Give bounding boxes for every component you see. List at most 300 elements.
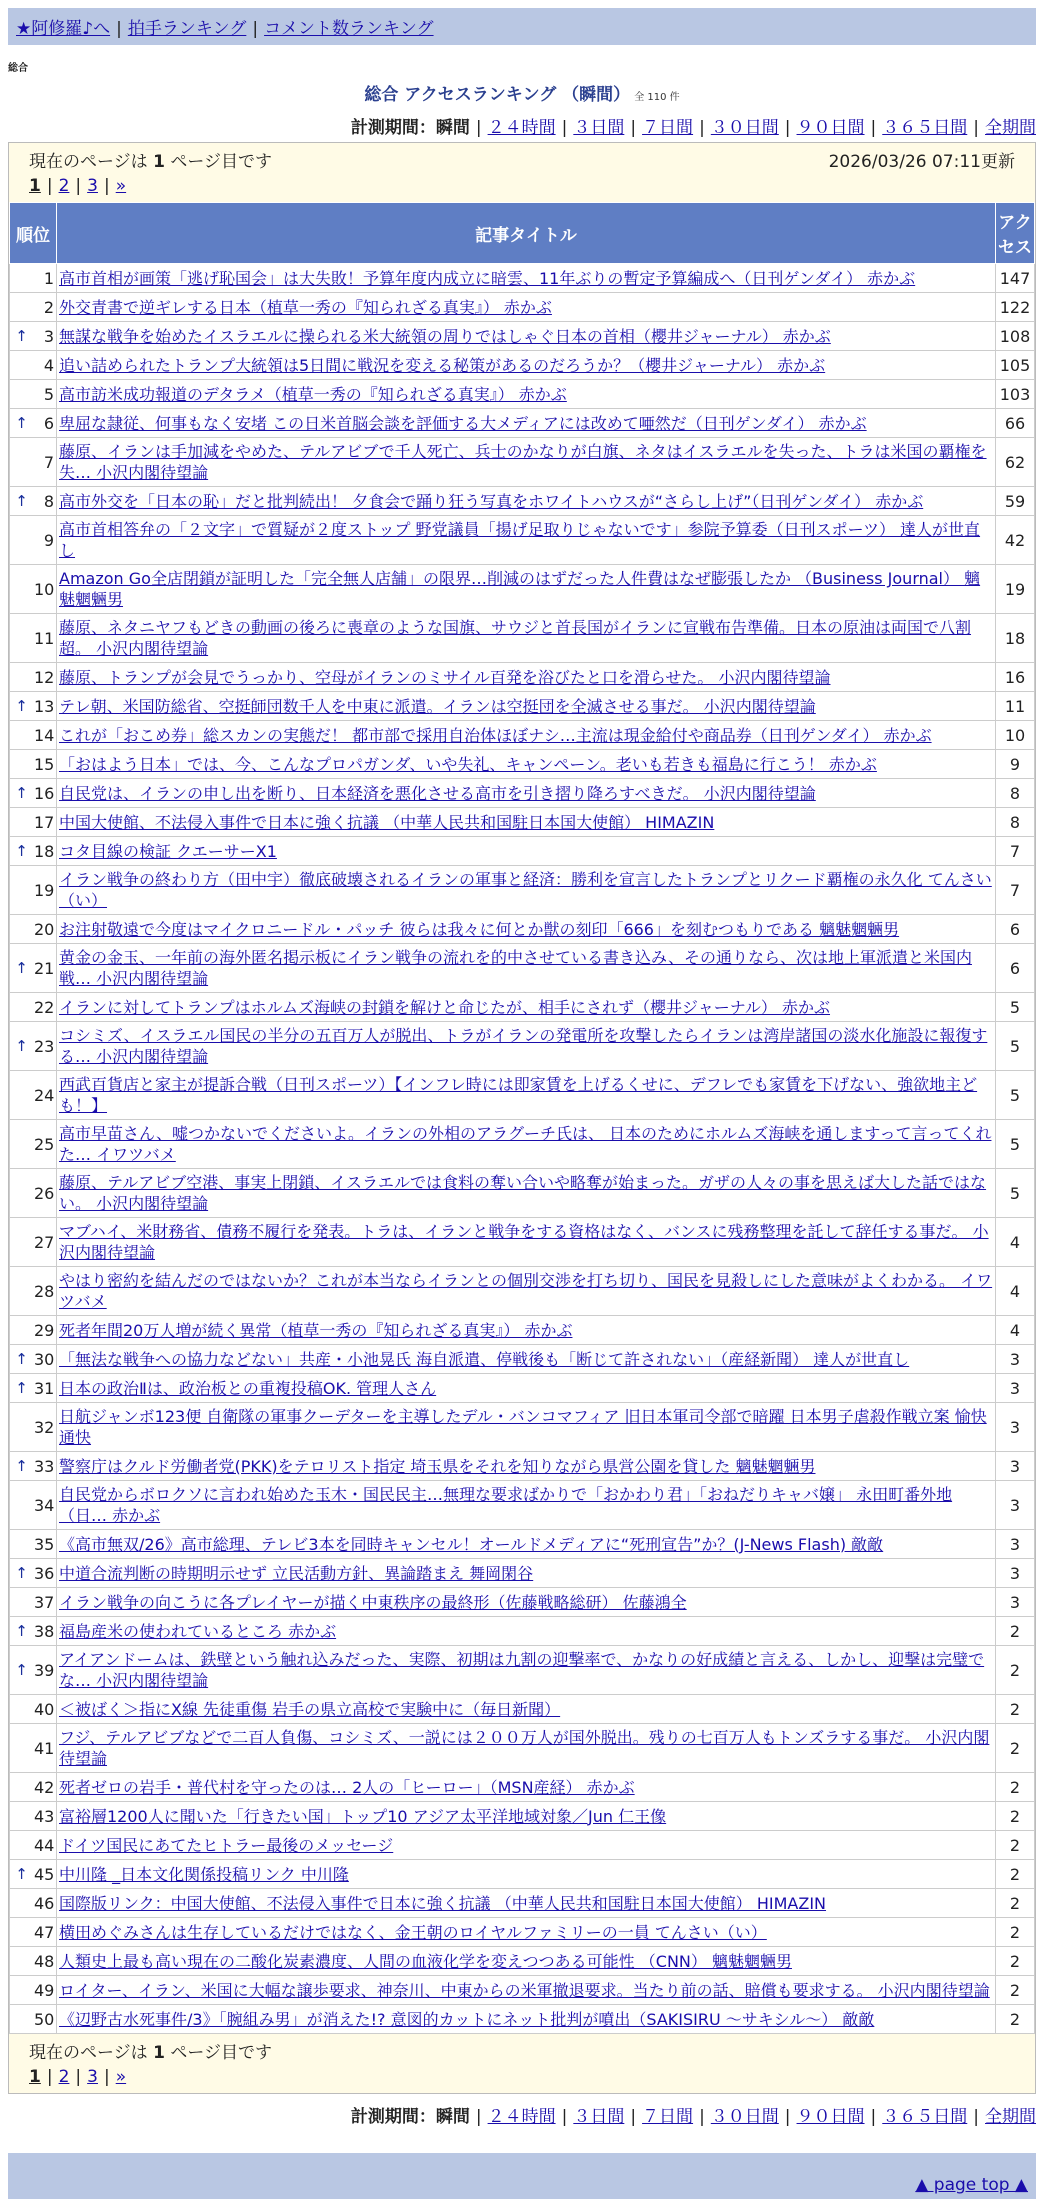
title-cell <box>57 1267 996 1316</box>
rank-up-arrow-icon: ↑ <box>10 1860 34 1889</box>
pager-next-button[interactable]: » <box>115 176 127 196</box>
title-cell <box>57 1316 996 1345</box>
table-row <box>10 1588 1035 1617</box>
current-page-text: 現在のページは 1 ページ目です <box>29 152 272 172</box>
rank-up-arrow-icon: ↑ <box>10 322 34 351</box>
rank-number: 11 <box>33 614 57 663</box>
period-separator: | <box>699 118 705 138</box>
page-title <box>0 80 1044 105</box>
period-separator: | <box>973 2107 979 2127</box>
table-row <box>10 692 1035 721</box>
rank-number: 6 <box>33 409 57 438</box>
title-cell <box>57 866 996 915</box>
period-separator: | <box>630 118 637 138</box>
table-row <box>10 866 1035 915</box>
rank-number: 14 <box>33 721 57 750</box>
rank-mark-cell <box>10 750 34 779</box>
rank-number: 28 <box>33 1267 57 1316</box>
table-row <box>10 1976 1035 2005</box>
article-link[interactable]: マブハイ、米財務省、債務不履行を発表。トラは、イランと戦争をする資格はなく、バンスに残務整理を託して辞任する事だ。 小沢内閣待望論 <box>59 1222 989 1262</box>
applause-ranking-link[interactable]: 拍手ランキング <box>127 19 247 39</box>
access-count: 7 <box>996 837 1035 866</box>
access-count: 8 <box>996 808 1035 837</box>
period-link-3[interactable]: ３０日間 <box>710 2107 779 2127</box>
rank-mark-cell <box>10 1316 34 1345</box>
rank-mark-cell <box>10 1588 34 1617</box>
rank-mark-cell <box>10 721 34 750</box>
period-link-5[interactable]: ３６５日間 <box>882 118 968 138</box>
access-header: アクセス <box>996 203 1035 264</box>
table-row <box>10 351 1035 380</box>
rank-up-arrow-icon: ↑ <box>10 487 34 516</box>
rank-number: 26 <box>33 1169 57 1218</box>
period-link-6[interactable]: 全期間 <box>985 2107 1036 2127</box>
rank-up-arrow-icon: ↑ <box>10 837 34 866</box>
access-count: 2 <box>996 1976 1035 2005</box>
table-row <box>10 322 1035 351</box>
access-count: 18 <box>996 614 1035 663</box>
period-link-4[interactable]: ９０日間 <box>796 118 865 138</box>
comment-ranking-link[interactable]: コメント数ランキング <box>264 19 434 39</box>
table-row <box>10 1530 1035 1559</box>
access-count: 3 <box>996 1374 1035 1403</box>
article-link[interactable]: 死者年間20万人増が続く異常（植草一秀の『知られざる真実』） 赤かぶ <box>59 1320 573 1340</box>
rank-number: 18 <box>33 837 57 866</box>
updated-timestamp: 2026/03/26 07:11更新 <box>828 152 1015 172</box>
pager-page-2[interactable]: 2 <box>58 176 70 196</box>
article-link[interactable]: 高市外交を「日本の恥」だと批判続出！ 夕食会で踊り狂う写真をホワイトハウスが“さらし上げ”（日刊ゲンダイ） 赤かぶ <box>59 491 924 511</box>
access-count: 6 <box>996 915 1035 944</box>
article-link[interactable]: 「おはよう日本」では、今、こんなプロパガンダ、いや失礼、キャンペーン。老いも若きも福島に行こう！ 赤かぶ <box>59 754 877 774</box>
rank-mark-cell <box>10 1218 34 1267</box>
article-link[interactable]: 自民党からボロクソに言われ始めた玉木・国民民主…無理な要求ばかりで「おかわり君」「おねだりキャバ嬢」 永田町番外地（日… 赤かぶ <box>59 1485 953 1525</box>
period-selector-top <box>8 113 1036 138</box>
table-row <box>10 1374 1035 1403</box>
access-count: 103 <box>996 380 1035 409</box>
rank-mark-cell <box>10 1976 34 2005</box>
rank-number: 34 <box>33 1481 57 1530</box>
access-count: 2 <box>996 1860 1035 1889</box>
pager-separator: | <box>103 2067 110 2087</box>
period-separator: | <box>973 118 979 138</box>
rank-number: 17 <box>33 808 57 837</box>
title-cell <box>57 1947 996 1976</box>
table-row <box>10 1724 1035 1773</box>
rank-number: 35 <box>33 1530 57 1559</box>
rank-mark-cell <box>10 1267 34 1316</box>
title-cell <box>57 1452 996 1481</box>
title-cell <box>57 322 996 351</box>
rank-number: 1 <box>33 264 57 293</box>
title-cell <box>57 1724 996 1773</box>
access-count: 122 <box>996 293 1035 322</box>
rank-mark-cell <box>10 293 34 322</box>
rank-mark-cell <box>10 1831 34 1860</box>
table-row <box>10 1481 1035 1530</box>
article-link[interactable]: 富裕層1200人に聞いた「行きたい国」トップ10 アジア太平洋地域対象／Jun 仁王像 <box>59 1806 667 1826</box>
access-count: 3 <box>996 1481 1035 1530</box>
article-link[interactable]: 藤原、イランは手加減をやめた、テルアビブで千人死亡、兵士のかなりが白旗、ネタはイスラエルを失った、トラは米国の覇権を失… 小沢内閣待望論 <box>59 442 987 482</box>
rank-number: 2 <box>33 293 57 322</box>
rank-mark-cell <box>10 1724 34 1773</box>
article-link[interactable]: 高市首相が画策「逃げ恥国会」は大失敗！予算年度内成立に暗雲、11年ぶりの暫定予算編成へ（日刊ゲンダイ） 赤かぶ <box>59 268 916 288</box>
period-separator: | <box>784 2107 791 2127</box>
article-link[interactable]: 自民党は、イランの申し出を断り、日本経済を悪化させる高市を引き摺り降ろすべきだ。 小沢内閣待望論 <box>59 783 816 803</box>
rank-header: 順位 <box>10 203 57 264</box>
access-count: 147 <box>996 264 1035 293</box>
pager-next-button[interactable]: » <box>115 2067 127 2087</box>
table-row <box>10 1617 1035 1646</box>
title-cell <box>57 837 996 866</box>
rank-number: 38 <box>33 1617 57 1646</box>
rank-mark-cell <box>10 1169 34 1218</box>
title-cell <box>57 663 996 692</box>
title-cell <box>57 808 996 837</box>
rank-up-arrow-icon: ↑ <box>10 1022 34 1071</box>
rank-number: 29 <box>33 1316 57 1345</box>
rank-number: 36 <box>33 1559 57 1588</box>
pager-separator: | <box>75 2067 82 2087</box>
rank-mark-cell <box>10 1889 34 1918</box>
access-count: 7 <box>996 866 1035 915</box>
title-cell <box>57 409 996 438</box>
title-cell <box>57 1071 996 1120</box>
article-link[interactable]: やはり密約を結んだのではないか？これが本当ならイランとの個別交渉を打ち切り、国民を見殺しにした意味がよくわかる。 イワツバメ <box>59 1271 993 1311</box>
access-count: 2 <box>996 1918 1035 1947</box>
access-count: 2 <box>996 1947 1035 1976</box>
period-separator: | <box>784 118 791 138</box>
rank-mark-cell <box>10 2005 34 2034</box>
title-cell <box>57 614 996 663</box>
title-cell <box>57 1976 996 2005</box>
article-link[interactable]: 追い詰められたトランプ大統領は5日間に戦況を変える秘策があるのだろうか？（櫻井ジャーナル） 赤かぶ <box>59 355 826 375</box>
article-link[interactable]: ＜被ばく＞指にX線 先徒重傷 岩手の県立高校で実験中に（毎日新聞） <box>59 1699 561 1719</box>
table-row <box>10 1169 1035 1218</box>
rank-number: 23 <box>33 1022 57 1071</box>
pager-page-3[interactable]: 3 <box>87 176 98 196</box>
article-link[interactable]: ドイツ国民にあてたヒトラー最後のメッセージ <box>59 1835 394 1855</box>
rank-number: 39 <box>33 1646 57 1695</box>
rank-mark-cell <box>10 1947 34 1976</box>
article-link[interactable]: イランに対してトランプはホルムズ海峡の封鎖を解けと命じたが、相手にされず（櫻井ジャーナル） 赤かぶ <box>59 997 831 1017</box>
rank-number: 10 <box>33 565 57 614</box>
rank-mark-cell <box>10 614 34 663</box>
title-cell <box>57 1617 996 1646</box>
rank-mark-cell <box>10 1918 34 1947</box>
title-cell <box>57 1169 996 1218</box>
rank-mark-cell <box>10 351 34 380</box>
article-link[interactable]: 外交青書で逆ギレする日本（植草一秀の『知られざる真実』） 赤かぶ <box>59 297 552 317</box>
table-row <box>10 1831 1035 1860</box>
table-row <box>10 944 1035 993</box>
table-row <box>10 614 1035 663</box>
title-cell <box>57 1345 996 1374</box>
rank-mark-cell <box>10 1071 34 1120</box>
access-count: 2 <box>996 1724 1035 1773</box>
table-row <box>10 1218 1035 1267</box>
table-row <box>10 293 1035 322</box>
rank-number: 30 <box>33 1345 57 1374</box>
table-row <box>10 565 1035 614</box>
table-row <box>10 409 1035 438</box>
table-row <box>10 663 1035 692</box>
rank-up-arrow-icon: ↑ <box>10 1452 34 1481</box>
article-link[interactable]: テレ朝、米国防総省、空挺師団数千人を中東に派遣。イランは空挺団を全滅させる事だ。 小沢内閣待望論 <box>59 696 816 716</box>
access-count: 3 <box>996 1345 1035 1374</box>
title-header: 記事タイトル <box>57 203 996 264</box>
period-link-1[interactable]: ３日間 <box>573 118 625 138</box>
rank-number: 27 <box>33 1218 57 1267</box>
pager-separator: | <box>75 176 82 196</box>
access-count: 105 <box>996 351 1035 380</box>
article-link[interactable]: 高市首相答弁の「２文字」で質疑が２度ストップ 野党議員「揚げ足取りじゃないです」参院予算委（日刊スポーツ） 達人が世直し <box>59 520 981 560</box>
period-link-6[interactable]: 全期間 <box>985 118 1036 138</box>
title-cell <box>57 915 996 944</box>
title-cell <box>57 721 996 750</box>
rank-number: 45 <box>33 1860 57 1889</box>
rank-number: 3 <box>33 322 57 351</box>
rank-number: 43 <box>33 1802 57 1831</box>
title-cell <box>57 1481 996 1530</box>
pager-separator: | <box>103 176 110 196</box>
article-link[interactable]: 中道合流判断の時期明示せず 立民活動方針、異論踏まえ 舞岡閑谷 <box>59 1563 534 1583</box>
pager-page-3[interactable]: 3 <box>87 2067 98 2087</box>
nav-separator: | <box>252 19 259 39</box>
page-info-top <box>9 143 1035 174</box>
period-separator: | <box>475 118 482 138</box>
rank-number: 46 <box>33 1889 57 1918</box>
article-link[interactable]: アイアンドームは、鉄壁という触れ込みだった、実際、初期は九割の迎撃率で、かなりの好成績と言える、しかし、迎撃は完璧でな… 小沢内閣待望論 <box>59 1650 985 1690</box>
table-row <box>10 1947 1035 1976</box>
rank-up-arrow-icon: ↑ <box>10 1646 34 1695</box>
article-link[interactable]: 日本の政治Ⅱは、政治板との重複投稿OK. 管理人さん <box>59 1378 437 1398</box>
table-row <box>10 1860 1035 1889</box>
table-row <box>10 1345 1035 1374</box>
access-count: 5 <box>996 1169 1035 1218</box>
article-link[interactable]: 死者ゼロの岩手・普代村を守ったのは… 2人の「ヒーロー」（MSN産経） 赤かぶ <box>59 1777 635 1797</box>
rank-number: 13 <box>33 692 57 721</box>
period-link-0[interactable]: ２４時間 <box>487 2107 556 2127</box>
rank-mark-cell <box>10 380 34 409</box>
rank-number: 25 <box>33 1120 57 1169</box>
title-cell <box>57 1802 996 1831</box>
access-count: 8 <box>996 779 1035 808</box>
period-current: 瞬間 <box>435 118 470 138</box>
rank-number: 20 <box>33 915 57 944</box>
access-count: 42 <box>996 516 1035 565</box>
rank-number: 19 <box>33 866 57 915</box>
article-link[interactable]: コシミズ、イスラエル国民の半分の五百万人が脱出、トラがイランの発電所を攻撃したらイランは湾岸諸国の淡水化施設に報復する… 小沢内閣待望論 <box>59 1026 988 1066</box>
table-row <box>10 1452 1035 1481</box>
title-cell <box>57 1646 996 1695</box>
period-separator: | <box>870 118 877 138</box>
table-row <box>10 1889 1035 1918</box>
access-count: 16 <box>996 663 1035 692</box>
table-row <box>10 837 1035 866</box>
table-row <box>10 808 1035 837</box>
pager-current-page: 1 <box>29 176 41 196</box>
title-cell <box>57 1120 996 1169</box>
page-top-link[interactable]: ▲ page top ▲ <box>915 2175 1028 2195</box>
table-row <box>10 264 1035 293</box>
article-link[interactable]: イラン戦争の終わり方（田中宇）徹底破壊されるイランの軍事と経済：勝利を宣言したトランプとリクード覇権の永久化 てんさい（い） <box>59 870 992 910</box>
access-count: 3 <box>996 1403 1035 1452</box>
article-link[interactable]: 《高市無双/26》高市総理、テレビ3本を同時キャンセル！オールドメディアに“死刑宣告”か？(J-News Flash) 敵敵 <box>59 1534 884 1554</box>
article-link[interactable]: 日航ジャンボ123便 自衛隊の軍事クーデターを主導したデル・バンコマフィア 旧日本軍司令部で暗躍 日本男子虐殺作戦立案 愉快通快 <box>59 1407 987 1447</box>
rank-mark-cell <box>10 1530 34 1559</box>
table-row <box>10 1802 1035 1831</box>
access-count: 5 <box>996 993 1035 1022</box>
rank-number: 40 <box>33 1695 57 1724</box>
rank-mark-cell <box>10 264 34 293</box>
rank-number: 44 <box>33 1831 57 1860</box>
period-separator: | <box>870 2107 877 2127</box>
period-link-2[interactable]: ７日間 <box>642 2107 694 2127</box>
title-cell <box>57 1530 996 1559</box>
title-cell <box>57 1918 996 1947</box>
access-count: 66 <box>996 409 1035 438</box>
period-label: 計測期間： <box>350 2107 436 2127</box>
nav-separator: | <box>116 19 122 39</box>
article-link[interactable]: 「無法な戦争への協力などない」共産・小池晃氏 海自派遣、停戦後も「断じて許されない」（産経新聞） 達人が世直し <box>59 1349 910 1369</box>
rank-mark-cell <box>10 1403 34 1452</box>
article-link[interactable]: 中国大使館、不法侵入事件で日本に強く抗議 （中華人民共和国駐日本国大使館） HIMAZIN <box>59 812 715 832</box>
title-cell <box>57 944 996 993</box>
period-link-1[interactable]: ３日間 <box>573 2107 625 2127</box>
article-link[interactable]: 《辺野古水死事件/3》「腕組み男」が消えた!? 意図的カットにネット批判が噴出（SAKISIRU 〜サキシル〜） 敵敵 <box>59 2009 875 2029</box>
table-row <box>10 721 1035 750</box>
period-link-2[interactable]: ７日間 <box>642 118 694 138</box>
access-count: 59 <box>996 487 1035 516</box>
pager-current-page: 1 <box>29 2067 41 2087</box>
article-link[interactable]: 高市早苗さん、嘘つかないでくださいよ。イランの外相のアラグーチ氏は、 日本のためにホルムズ海峡を通しますって言ってくれた… イワツバメ <box>59 1124 992 1164</box>
period-link-5[interactable]: ３６５日間 <box>882 2107 968 2127</box>
article-link[interactable]: フジ、テルアビブなどで二百人負傷、コシミズ、一説には２００万人が国外脱出。残りの七百万人もトンズラする事だ。 小沢内閣待望論 <box>59 1728 990 1768</box>
table-row <box>10 750 1035 779</box>
top-nav <box>8 8 1036 45</box>
rank-mark-cell <box>10 1481 34 1530</box>
current-page-text: 現在のページは 1 ページ目です <box>29 2043 272 2063</box>
period-separator: | <box>699 2107 705 2127</box>
total-count: 全 110 件 <box>634 92 680 103</box>
article-link[interactable]: 藤原、テルアビブ空港、事実上閉鎖、イスラエルでは食料の奪い合いや略奪が始まった。ガザの人々の事を思えば大した話ではない。 小沢内閣待望論 <box>59 1173 987 1213</box>
article-link[interactable]: 藤原、トランプが会見でうっかり、空母がイランのミサイル百発を浴びたと口を滑らせた。 小沢内閣待望論 <box>59 667 831 687</box>
rank-mark-cell <box>10 516 34 565</box>
rank-number: 37 <box>33 1588 57 1617</box>
period-separator: | <box>630 2107 637 2127</box>
period-link-4[interactable]: ９０日間 <box>796 2107 865 2127</box>
home-link[interactable]: ★阿修羅♪へ <box>16 19 111 39</box>
rank-number: 47 <box>33 1918 57 1947</box>
article-link[interactable]: 高市訪米成功報道のデタラメ（植草一秀の『知られざる真実』） 赤かぶ <box>59 384 567 404</box>
title-cell <box>57 1695 996 1724</box>
table-row <box>10 1918 1035 1947</box>
article-link[interactable]: 国際版リンク：中国大使館、不法侵入事件で日本に強く抗議 （中華人民共和国駐日本国大使館） HIMAZIN <box>59 1893 827 1913</box>
rank-mark-cell <box>10 1802 34 1831</box>
article-link[interactable]: 藤原、ネタニヤフもどきの動画の後ろに喪章のような国旗、サウジと首長国がイランに宣戦布告準備。日本の原油は両国で八割超。 小沢内閣待望論 <box>59 618 972 658</box>
access-count: 5 <box>996 1071 1035 1120</box>
access-count: 9 <box>996 750 1035 779</box>
article-link[interactable]: 人類史上最も高い現在の二酸化炭素濃度、人間の血液化学を変えつつある可能性 （CNN） 魑魅魍魎男 <box>59 1951 792 1971</box>
pager-page-2[interactable]: 2 <box>58 2067 70 2087</box>
title-cell <box>57 1403 996 1452</box>
article-link[interactable]: これが「おこめ券」総スカンの実態だ！ 都市部で採用自治体ほぼナシ…主流は現金給付や商品券（日刊ゲンダイ） 赤かぶ <box>59 725 932 745</box>
rank-number: 50 <box>33 2005 57 2034</box>
access-count: 2 <box>996 1646 1035 1695</box>
rank-number: 24 <box>33 1071 57 1120</box>
access-count: 2 <box>996 1831 1035 1860</box>
access-count: 108 <box>996 322 1035 351</box>
table-row <box>10 1316 1035 1345</box>
title-cell <box>57 1374 996 1403</box>
article-link[interactable]: 黄金の金玉、一年前の海外匿名掲示板にイラン戦争の流れを的中させている書き込み、その通りなら、次は地上軍派遣と米国内戦… 小沢内閣待望論 <box>59 948 972 988</box>
title-cell <box>57 750 996 779</box>
period-separator: | <box>561 118 568 138</box>
ranking-table <box>9 202 1035 2034</box>
title-cell <box>57 1022 996 1071</box>
article-link[interactable]: 無謀な戦争を始めたイスラエルに操られる米大統領の周りではしゃぐ日本の首相（櫻井ジャーナル） 赤かぶ <box>59 326 831 346</box>
access-count: 5 <box>996 1022 1035 1071</box>
rank-mark-cell <box>10 915 34 944</box>
article-link[interactable]: 福島産米の使われているところ 赤かぶ <box>59 1621 337 1641</box>
title-cell <box>57 1773 996 1802</box>
article-link[interactable]: お注射敬遠で今度はマイクロニードル・パッチ 彼らは我々に何とか獣の刻印「666」を刻むつもりである 魑魅魍魎男 <box>59 919 900 939</box>
title-cell <box>57 993 996 1022</box>
period-link-3[interactable]: ３０日間 <box>710 118 779 138</box>
page-info-bottom <box>9 2034 1035 2065</box>
article-link[interactable]: 西武百貨店と家主が提訴合戦（日刊スポーツ）【インフレ時には即家賃を上げるくせに、デフレでも家賃を下げない、強欲地主ども！】 <box>59 1075 978 1115</box>
title-cell <box>57 1218 996 1267</box>
period-current: 瞬間 <box>435 2107 470 2127</box>
article-link[interactable]: 横田めぐみさんは生存しているだけではなく、金王朝のロイヤルファミリーの一員 てんさい（い） <box>59 1922 767 1942</box>
article-link[interactable]: 中川隆 _日本文化関係投稿リンク 中川隆 <box>59 1864 349 1884</box>
rank-number: 48 <box>33 1947 57 1976</box>
rank-mark-cell <box>10 1120 34 1169</box>
article-link[interactable]: コタ目線の検証 クエーサーX1 <box>59 841 277 861</box>
article-link[interactable]: ロイター、イラン、米国に大幅な譲歩要求、神奈川、中東からの米軍撤退要求。当たり前の話、賠償も要求する。 小沢内閣待望論 <box>59 1980 990 2000</box>
title-cell <box>57 438 996 487</box>
article-link[interactable]: 卑屈な隷従、何事もなく安堵 この日米首脳会談を評価する大メディアには改めて唖然だ（日刊ゲンダイ） 赤かぶ <box>59 413 867 433</box>
table-row <box>10 1646 1035 1695</box>
rank-mark-cell <box>10 866 34 915</box>
rank-number: 16 <box>33 779 57 808</box>
table-row <box>10 438 1035 487</box>
table-row <box>10 915 1035 944</box>
article-link[interactable]: Amazon Go全店閉鎖が証明した「完全無人店舗」の限界…削減のはずだった人件費はなぜ膨張したか （Business Journal） 魑魅魍魎男 <box>59 569 981 609</box>
rank-up-arrow-icon: ↑ <box>10 779 34 808</box>
title-cell <box>57 692 996 721</box>
table-row <box>10 380 1035 409</box>
period-link-0[interactable]: ２４時間 <box>487 118 556 138</box>
table-row <box>10 1773 1035 1802</box>
title-cell <box>57 264 996 293</box>
access-count: 3 <box>996 1452 1035 1481</box>
table-row <box>10 516 1035 565</box>
period-separator: | <box>561 2107 568 2127</box>
rank-number: 15 <box>33 750 57 779</box>
article-link[interactable]: 警察庁はクルド労働者党(PKK)をテロリスト指定 埼玉県をそれを知りながら県営公園を貸した 魑魅魍魎男 <box>59 1456 816 1476</box>
rank-number: 31 <box>33 1374 57 1403</box>
title-cell <box>57 2005 996 2034</box>
rank-number: 42 <box>33 1773 57 1802</box>
footer-bar-bottom <box>8 2171 1036 2199</box>
article-link[interactable]: イラン戦争の向こうに各プレイヤーが描く中東秩序の最終形（佐藤戦略総研） 佐藤鴻全 <box>59 1592 687 1612</box>
rank-up-arrow-icon: ↑ <box>10 409 34 438</box>
rank-number: 41 <box>33 1724 57 1773</box>
footer-bar <box>8 2153 1036 2171</box>
title-cell <box>57 293 996 322</box>
title-cell <box>57 1588 996 1617</box>
